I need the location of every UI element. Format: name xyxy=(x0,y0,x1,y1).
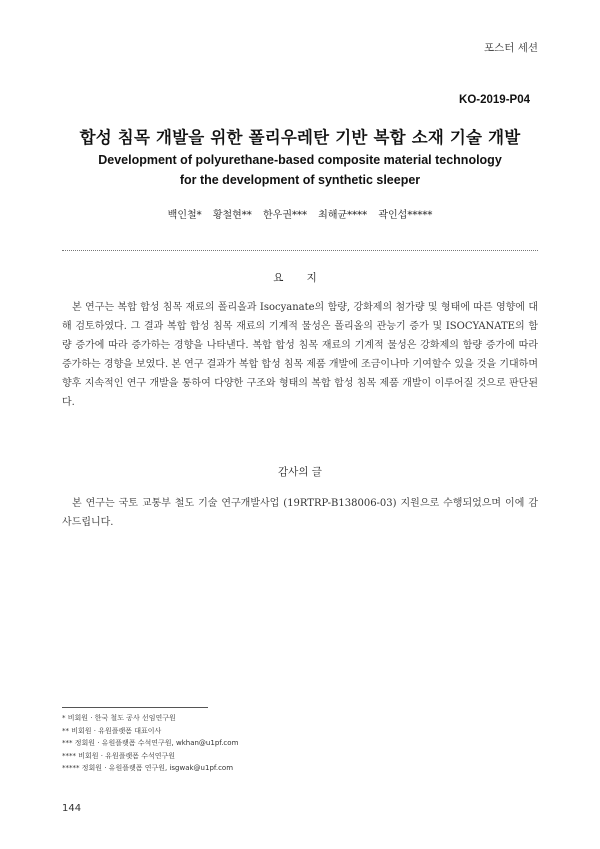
english-title-line-2: for the development of synthetic sleeper xyxy=(179,173,421,187)
english-title xyxy=(0,150,600,190)
author: 한우권*** xyxy=(263,210,307,221)
english-title-line-1: Development of polyurethane-based composite material technology xyxy=(98,153,502,167)
acknowledgement-text: 본 연구는 국토 교통부 철도 기술 연구개발사업 (19RTRP-B138006-03) 지원으로 수행되었으며 이에 감사드립니다. xyxy=(62,498,538,528)
abstract-heading: 요 지 xyxy=(273,272,327,284)
korean-title: 합성 침목 개발을 위한 폴리우레탄 기반 복합 소재 기술 개발 xyxy=(79,128,521,147)
footnote: *** 정회원 · 유원플랫폼 수석연구원, wkhan@u1pf.com xyxy=(62,739,239,747)
footnote: ** 비회원 · 유원플랫폼 대표이사 xyxy=(62,726,162,735)
footnote: * 비회원 · 한국 철도 공사 선임연구원 xyxy=(62,714,176,722)
acknowledgement-heading: 감사의 글 xyxy=(278,466,322,478)
abstract-text: 본 연구는 복합 합성 침목 재료의 폴리올과 Isocyanate의 함량, 강화제의 첨가량 및 형태에 따른 영향에 대해 검토하였다. 그 결과 복합 합성 침목 재료의 기계적 물성은 폴리올의 관능기 증가 및 ISOCYANATE의 함량 증가에 따라 증가하는 경향을 나타낸다. 복합 합성 침목 재료의 기계적 물성은 강화제의 함량 증가에 따라 증가하는 경향을 보였다. 본 연구 결과가 복합 합성 침목 제품 개발에 조금이나마 기여할수 있을 것을 기대하며 향후 지속적인 연구 개발을 통하여 다양한 구조와 형태의 복합 합성 침목 제품 개발이 이루어질 것으로 판단된다. xyxy=(62,302,538,408)
page-number: 144 xyxy=(62,803,82,814)
section-divider xyxy=(62,250,538,251)
paper-code: KO-2019-P04 xyxy=(459,94,530,106)
session-label: 포스터 세션 xyxy=(483,42,538,54)
footnote: **** 비회원 · 유원플랫폼 수석연구원 xyxy=(62,751,176,760)
footnotes xyxy=(62,712,538,775)
author: 곽인섭***** xyxy=(378,210,433,221)
author: 황철현** xyxy=(212,210,252,221)
author-list xyxy=(0,206,600,221)
author: 최해균**** xyxy=(318,210,368,221)
footnote: ***** 정회원 · 유원플랫폼 연구원, isgwak@u1pf.com xyxy=(62,764,234,772)
author: 백인철* xyxy=(167,210,202,221)
footnote-rule xyxy=(62,707,208,708)
